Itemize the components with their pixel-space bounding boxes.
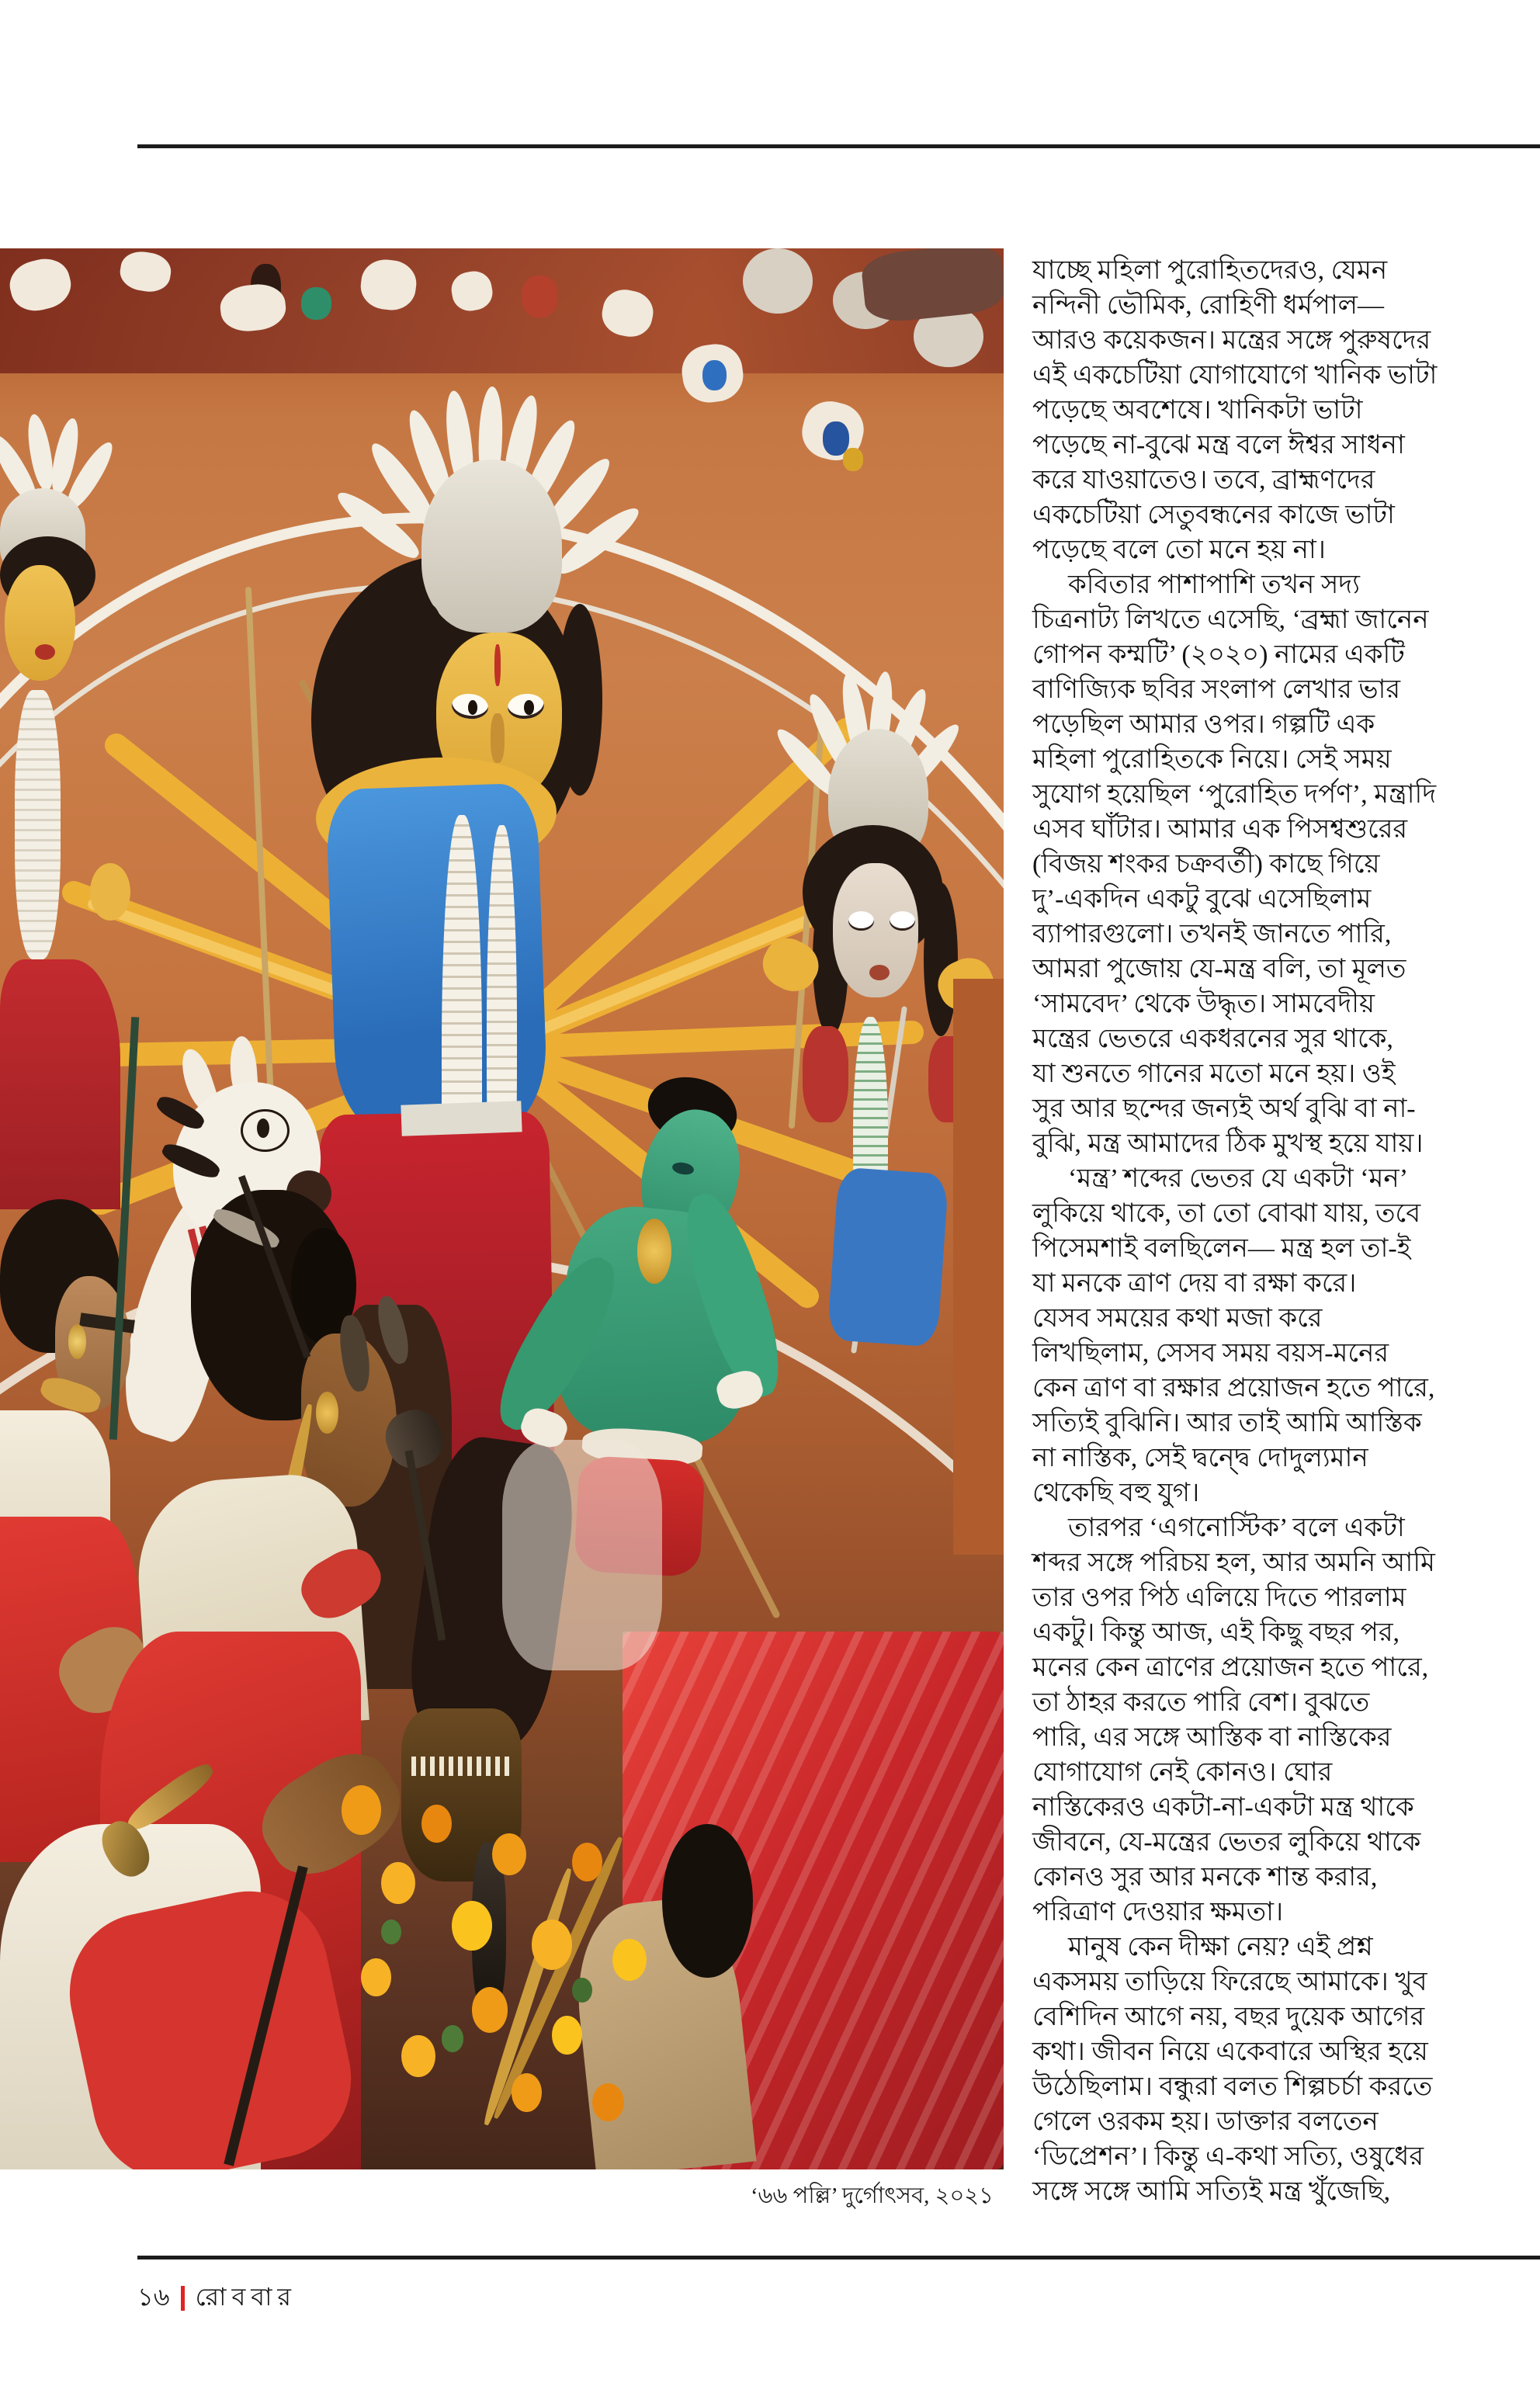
article-line: তারপর ‘এগনোস্টিক’ বলে একটা (1068, 1514, 1405, 1542)
article-line: যেসব সময়ের কথা মজা করে (1032, 1304, 1323, 1333)
article-line: আমরা পুজোয় যে-মন্ত্র বলি, তা মূলত (1032, 955, 1406, 983)
article-line: মানুষ কেন দীক্ষা নেয়? এই প্রশ্ন (1068, 1933, 1373, 1961)
white-lattice-structure (502, 1440, 663, 1670)
article-line: চিত্রনাট্য লিখতে এসেছি, ‘ব্রহ্মা জানেন (1032, 605, 1429, 634)
article-line: এসব ঘাঁটার। আমার এক পিসশ্বশুরের (1032, 815, 1408, 844)
footer-red-separator (181, 2286, 185, 2311)
article-line: একচেটিয়া সেতুবন্ধনের কাজে ভাটা (1032, 501, 1395, 529)
left-idol-garland (15, 690, 60, 959)
durga-crown (421, 460, 562, 633)
article-line: লুকিয়ে থাকে, তা তো বোঝা যায়, তবে (1032, 1199, 1421, 1228)
durga-belt (401, 1101, 522, 1136)
article-line: নাস্তিকেরও একটা-না-একটা মন্ত্র থাকে (1032, 1793, 1414, 1822)
right-idol-eye (890, 911, 916, 931)
top-rule (137, 144, 1540, 148)
marigold (472, 1987, 508, 2033)
article-line: তা ঠাহর করতে পারি বেশ। বুঝতে (1032, 1688, 1370, 1717)
article-line: সত্যিই বুঝিনি। আর তাই আমি আস্তিক (1032, 1409, 1422, 1438)
article-line: যা শুনতে গানের মতো মনে হয়। ওই (1032, 1060, 1396, 1088)
article-line: না নাস্তিক, সেই দ্বন্দ্বে দোদুল্যমান (1032, 1444, 1368, 1472)
magazine-name: রোববার (195, 2283, 297, 2311)
article-line: বেশিদিন আগে নয়, বছর দুয়েক আগের (1032, 2003, 1425, 2031)
marigold (552, 2016, 582, 2055)
article-line: নন্দিনী ভৌমিক, রোহিণী ধর্মপাল— (1032, 291, 1385, 320)
article-line: সঙ্গে সঙ্গে আমি সত্যিই মন্ত্র খুঁজেছি, (1032, 2177, 1391, 2206)
article-line: করে যাওয়াতেও। তবে, ব্রাহ্মণদের (1032, 466, 1375, 494)
article-line: কবিতার পাশাপাশি তখন সদ্য (1068, 571, 1361, 599)
article-line: কেন ত্রাণ বা রক্ষার প্রয়োজন হতে পারে, (1032, 1374, 1435, 1403)
article-line: ব্যাপারগুলো। তখনই জানতে পারি, (1032, 920, 1392, 949)
marigold (492, 1833, 526, 1875)
marigold (512, 2073, 542, 2112)
article-line: ‘সামবেদ’ থেকে উদ্ধৃত। সামবেদীয় (1032, 990, 1375, 1018)
durga-side-hair (557, 604, 602, 796)
orange-pillar (953, 979, 1004, 1555)
article-line: পড়েছিল আমার ওপর। গল্পটি এক (1032, 710, 1375, 739)
article-line: মহিলা পুরোহিতকে নিয়ে। সেই সময় (1032, 745, 1392, 774)
article-line: এই একচেটিয়া যোগাযোগে খানিক ভাটা (1032, 361, 1438, 390)
article-line: সুর আর ছন্দের জন্যই অর্থ বুঝি বা না- (1032, 1094, 1416, 1123)
article-line: যা মনকে ত্রাণ দেয় বা রক্ষা করে। (1032, 1269, 1357, 1298)
marigold (452, 1901, 492, 1951)
article-line: ‘ডিপ্রেশন’। কিন্তু এ-কথা সত্যি, ওষুধের (1032, 2142, 1424, 2171)
article-line: পড়েছে বলে তো মনে হয় না। (1032, 536, 1326, 564)
article-line: শব্দর সঙ্গে পরিচয় হল, আর অমনি আমি (1032, 1549, 1435, 1577)
page-number: ১৬ (137, 2283, 170, 2311)
drummer-hair (662, 1824, 752, 1978)
photo-caption: ‘৬৬ পল্লি’ দুর্গোৎসব, ২০২১ (751, 2183, 994, 2208)
durga-puja-photo (0, 248, 1004, 2169)
marigold (532, 1920, 572, 1969)
article-line: কথা। জীবন নিয়ে একেবারে অস্থির হয়ে (1032, 2038, 1428, 2066)
right-idol-eye (848, 911, 875, 931)
marigold (612, 1939, 647, 1981)
article-line: উঠেছিলাম। বন্ধুরা বলত শিল্পচর্চা করতে (1032, 2072, 1433, 2101)
article-line: পারি, এর সঙ্গে আস্তিক বা নাস্তিকের (1032, 1723, 1392, 1752)
article-line: কোনও সুর আর মনকে শান্ত করার, (1032, 1863, 1378, 1892)
article-line: মন্ত্রের ভেতরে একধরনের সুর থাকে, (1032, 1025, 1393, 1053)
marigold (421, 1805, 452, 1843)
marigold (572, 1843, 602, 1881)
left-idol-hand (90, 863, 130, 921)
article-line: দু’-একদিন একটু বুঝে এসেছিলাম (1032, 885, 1372, 914)
page-footer (137, 2277, 297, 2319)
article-line: মনের কেন ত্রাণের প্রয়োজন হতে পারে, (1032, 1653, 1429, 1682)
durga-nose (491, 713, 505, 763)
right-idol-red-hand (803, 1026, 848, 1122)
article-line: পড়েছে অবশেষে। খানিকটা ভাটা (1032, 396, 1363, 425)
brass-shrine-beads (411, 1757, 512, 1776)
article-line: ‘মন্ত্র’ শব্দের ভেতর যে একটা ‘মন’ (1068, 1164, 1409, 1193)
article-line: জীবনে, যে-মন্ত্রের ভেতর লুকিয়ে থাকে (1032, 1828, 1421, 1857)
article-line: আরও কয়েকজন। মন্ত্রের সঙ্গে পুরুষদের (1032, 326, 1431, 355)
article-line: পড়েছে না-বুঝে মন্ত্র বলে ঈশ্বর সাধনা (1032, 431, 1405, 460)
article-text-column (1032, 253, 1507, 2209)
article-line: একসময় তাড়িয়ে ফিরেছে আমাকে। খুব (1032, 1968, 1427, 1996)
left-idol-red-sari (0, 959, 120, 1209)
article-line: তার ওপর পিঠ এলিয়ে দিতে পারলাম (1032, 1583, 1406, 1612)
article-line: বুঝি, মন্ত্র আমাদের ঠিক মুখস্থ হয়ে যায়। (1032, 1129, 1424, 1158)
article-line: যোগাযোগ নেই কোনও। ঘোর (1032, 1758, 1333, 1787)
article-line: বাণিজ্যিক ছবির সংলাপ লেখার ভার (1032, 675, 1401, 704)
garland-leaf (572, 1978, 592, 2003)
marigold (401, 2035, 435, 2077)
left-idol-face (5, 565, 75, 681)
article-line: পরিত্রাণ দেওয়ার ক্ষমতা। (1032, 1898, 1284, 1927)
singer-main-earring (316, 1392, 338, 1434)
footer-rule (137, 2256, 1540, 2259)
horse-pupil (257, 1118, 269, 1138)
article-line: গেলে ওরকম হয়। ডাক্তার বলতেন (1032, 2107, 1379, 2136)
durga-tilak (494, 644, 501, 686)
article-line: (বিজয় শংকর চক্রবর্তী) কাছে গিয়ে (1032, 850, 1380, 879)
article-line: যাচ্ছে মহিলা পুরোহিতদেরও, যেমন (1032, 256, 1388, 285)
durga-pupil (524, 700, 534, 716)
right-idol-lips (869, 965, 890, 980)
article-line: একটু। কিন্তু আজ, এই কিছু বছর পর, (1032, 1618, 1400, 1647)
article-line: গোপন কম্মটি’ (২০২০) নামের একটি (1032, 640, 1405, 669)
article-line: লিখছিলাম, সেসব সময় বয়স-মনের (1032, 1339, 1389, 1368)
right-idol-side-hair (924, 883, 958, 1036)
marigold (592, 2083, 624, 2122)
asura-gold-ornament (637, 1219, 671, 1284)
article-line: পিসেমশাই বলছিলেন— মন্ত্র হল তা-ই (1032, 1234, 1411, 1263)
article-line: থেকেছি বহু যুগ। (1032, 1479, 1200, 1507)
singer-left-earring (68, 1324, 86, 1359)
left-idol-lips (35, 644, 55, 660)
article-line: সুযোগ হয়েছিল ‘পুরোহিত দর্পণ’, মন্ত্রাদি (1032, 780, 1437, 809)
right-idol-blue-drape (827, 1167, 949, 1347)
